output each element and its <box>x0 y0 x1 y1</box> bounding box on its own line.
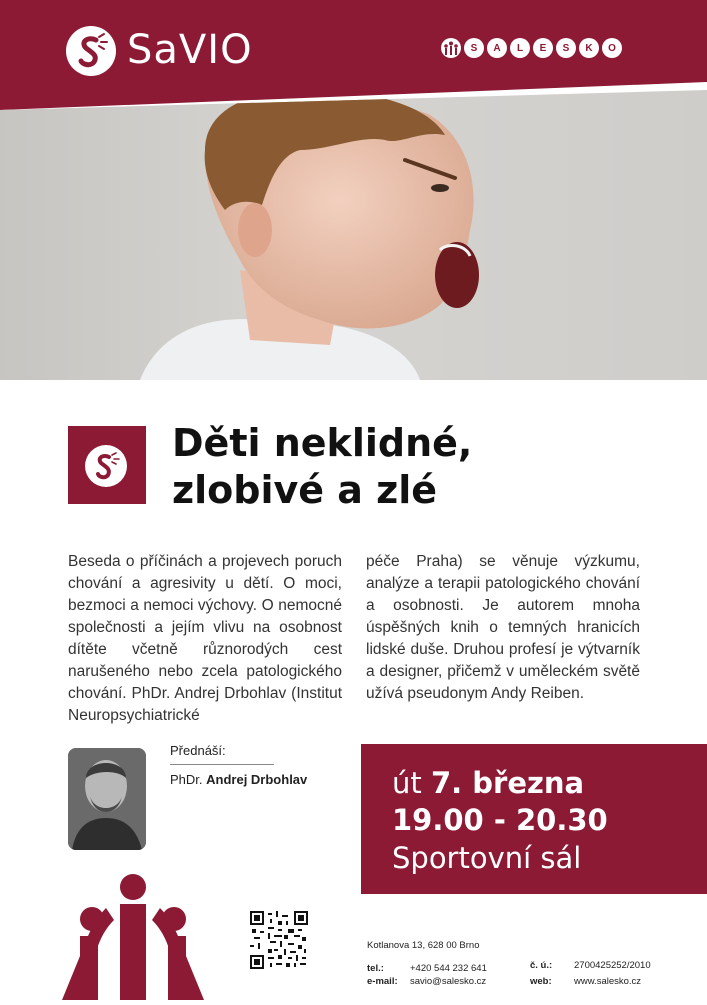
speaker-full-name: Andrej Drbohlav <box>206 772 308 787</box>
account-value: 2700425252/2010 <box>574 960 651 971</box>
page-title <box>172 420 632 514</box>
qr-code-icon <box>250 911 308 969</box>
web-label: web: <box>530 976 552 987</box>
salesko-letter: O <box>602 38 622 58</box>
title-savio-badge <box>68 426 146 504</box>
brand-name: SaVIO <box>127 27 253 73</box>
salesko-people-icon <box>441 38 461 58</box>
tel-value: +420 544 232 641 <box>410 963 487 974</box>
account-label: č. ú.: <box>530 960 553 971</box>
body-text-column-1: Beseda o příčinách a projevech poruch chování a agresivity u dětí. O moci, bezmoci a nemoci výchovy. O nemocné společnosti a jejím vlivu na osobnost dítěte včetně různorodých cest narušeného nebo zcela patologického chování. PhDr. Andrej Drbohlav (Institut Neuropsychiatrické <box>68 553 342 724</box>
email-value: savio@salesko.cz <box>410 976 487 987</box>
salesko-letter: A <box>487 38 507 58</box>
footer-address: Kotlanova 13, 628 00 Brno <box>367 940 480 951</box>
speaker-label: Přednáší: <box>170 743 226 758</box>
divider <box>170 764 274 765</box>
salesko-letter: S <box>464 38 484 58</box>
speaker-academic-title: PhDr. <box>170 772 203 787</box>
event-date <box>392 766 584 800</box>
event-info-box <box>361 744 707 894</box>
speaker-name <box>170 772 307 787</box>
body-text-column-2: péče Praha) se věnuje výzkumu, analýze a terapii patologického chování a osobnosti. Je autorem mnoha úspěšných knih o temných hranicích lidské duše. Druhou profesí je výtvarník a designer, přičemž v uměleckém světě užívá pseudonym Andy Reiben. <box>366 553 640 702</box>
event-date-value: 7. března <box>430 766 585 800</box>
savio-logo-icon <box>66 26 116 76</box>
savio-badge-icon <box>85 445 127 487</box>
event-room: Sportovní sál <box>392 841 582 875</box>
email-label: e-mail: <box>367 976 398 987</box>
angry-child-photo <box>0 90 707 380</box>
salesko-logo <box>441 38 622 58</box>
salesko-letter: K <box>579 38 599 58</box>
salesko-letter: S <box>556 38 576 58</box>
speaker-photo <box>68 748 146 850</box>
tel-label: tel.: <box>367 963 384 974</box>
event-time: 19.00 - 20.30 <box>392 803 608 837</box>
event-day: út <box>392 766 422 800</box>
salesko-letter: E <box>533 38 553 58</box>
salesko-letter: L <box>510 38 530 58</box>
title-line-1: Děti neklidné, <box>172 421 473 465</box>
title-line-2: zlobivé a zlé <box>172 468 438 512</box>
salesko-people-logo-icon <box>62 874 204 1000</box>
web-value: www.salesko.cz <box>574 976 642 987</box>
